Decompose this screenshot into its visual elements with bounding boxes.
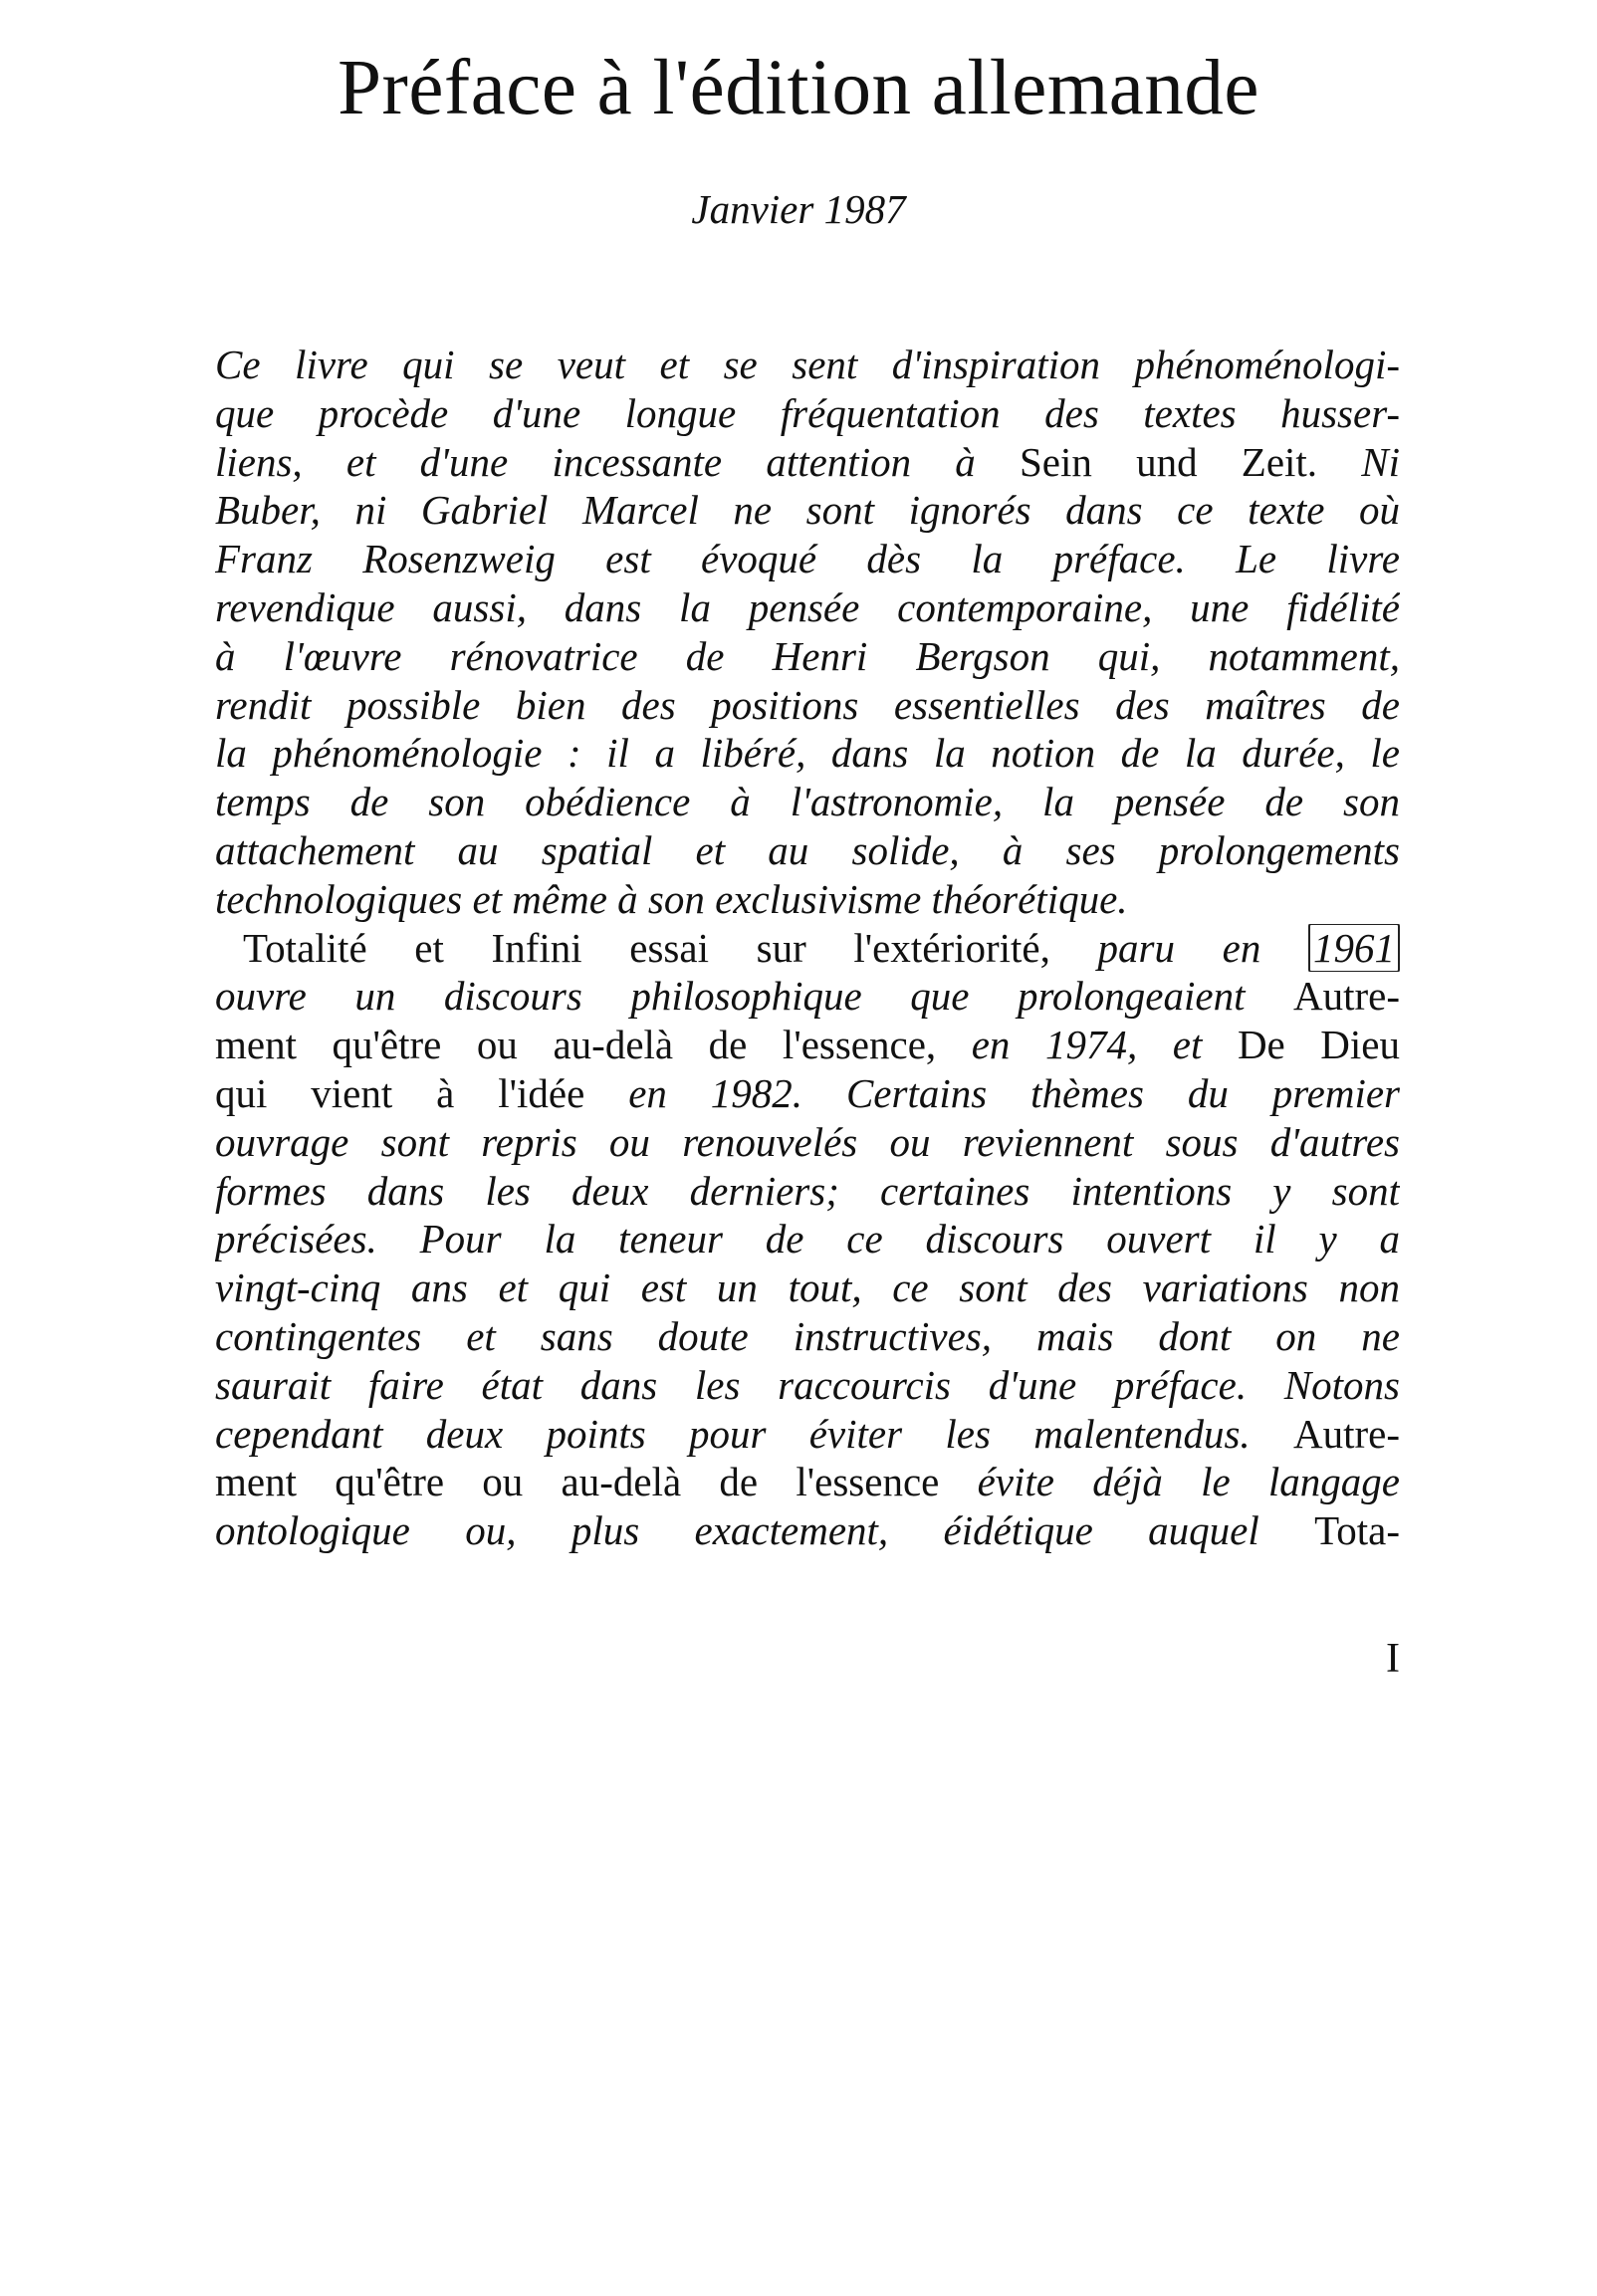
text-segment: Buber, ni Gabriel Marcel ne sont ignorés dans ce texte où: [215, 487, 1400, 534]
text-segment: ouvrage sont repris ou renouvelés ou reviennent sous d'autres: [215, 1118, 1400, 1165]
text-segment: contingentes et sans doute instructives, mais dont on ne: [215, 1312, 1400, 1359]
text-segment: précisées. Pour la teneur de ce discours ouvert il y a: [215, 1216, 1400, 1263]
body-text: [215, 341, 1400, 1555]
text-line: [215, 535, 1400, 583]
text-line: [215, 875, 1400, 924]
text-segment: en 1974, et: [971, 1022, 1238, 1068]
text-segment: Autre-: [1292, 973, 1400, 1020]
text-segment: vingt-cinq ans et qui est un tout, ce sont des variations non: [215, 1264, 1400, 1311]
text-segment: De Dieu: [1237, 1022, 1400, 1068]
text-segment: attachement au spatial et au solide, à ses prolongements: [215, 826, 1400, 873]
paragraph-2: [215, 924, 1400, 1555]
text-line: [215, 1410, 1400, 1459]
text-segment: Franz Rosenzweig est évoqué dès la préface. Le livre: [215, 536, 1400, 582]
text-segment: ment qu'être ou au-delà de l'essence: [215, 1459, 978, 1505]
text-line: [215, 438, 1400, 487]
text-segment: à l'œuvre rénovatrice de Henri Bergson qui, notamment,: [215, 632, 1400, 679]
text-line: [215, 729, 1400, 778]
text-segment: Totalité et Infini essai sur l'extériorité,: [243, 924, 1098, 971]
text-line: [215, 1021, 1400, 1069]
text-line: [215, 924, 1400, 973]
text-line: [215, 1167, 1400, 1216]
text-line: [215, 1506, 1400, 1555]
text-line: [215, 681, 1400, 730]
text-line: [215, 1361, 1400, 1410]
text-segment: cependant deux points pour éviter les malentendus.: [215, 1410, 1293, 1457]
text-segment: temps de son obédience à l'astronomie, la pensée de son: [215, 779, 1400, 825]
text-segment: saurait faire état dans les raccourcis d'une préface. Notons: [215, 1361, 1400, 1408]
text-line: [215, 778, 1400, 826]
text-line: [215, 389, 1400, 438]
text-line: [215, 1312, 1400, 1361]
text-segment: Tota-: [1314, 1507, 1400, 1554]
page-title: Préface à l'édition allemande: [338, 45, 1259, 131]
text-segment: en 1982. Certains thèmes du premier: [628, 1069, 1400, 1116]
boxed-year: 1961: [1308, 924, 1400, 973]
text-line: [215, 1118, 1400, 1167]
text-segment: revendique aussi, dans la pensée contemporaine, une fidélité: [215, 583, 1400, 630]
text-segment: évite déjà le langage: [977, 1459, 1400, 1505]
text-segment: ontologique ou, plus exactement, éidétique auquel: [215, 1507, 1315, 1554]
text-segment: la phénoménologie : il a libéré, dans la notion de la durée, le: [215, 730, 1400, 777]
text-segment: Sein und Zeit.: [1019, 438, 1318, 485]
text-line: [215, 341, 1400, 389]
text-segment: technologiques et même à son exclusivisme théorétique.: [215, 875, 1128, 922]
text-line: [215, 1458, 1400, 1506]
text-line: [215, 632, 1400, 681]
text-segment: que procède d'une longue fréquentation des textes husser-: [215, 389, 1400, 436]
page-number: I: [1386, 1636, 1400, 1682]
page-date: Janvier 1987: [691, 186, 906, 232]
text-segment: Ce livre qui se veut et se sent d'inspiration phénoménologi-: [215, 342, 1400, 387]
text-line: [215, 1215, 1400, 1263]
text-line: [215, 1069, 1400, 1118]
text-line: [215, 972, 1400, 1021]
text-segment: paru en: [1097, 924, 1309, 971]
text-segment: qui vient à l'idée: [215, 1069, 629, 1116]
text-segment: Ni: [1317, 438, 1400, 485]
text-segment: formes dans les deux derniers; certaines intentions y sont: [215, 1167, 1400, 1214]
text-line: [215, 826, 1400, 875]
text-segment: ment qu'être ou au-delà de l'essence,: [215, 1022, 972, 1068]
text-line: [215, 486, 1400, 535]
text-line: [215, 1263, 1400, 1312]
paragraph-1: [215, 341, 1400, 924]
text-segment: rendit possible bien des positions essentielles des maîtres de: [215, 681, 1400, 728]
text-segment: ouvre un discours philosophique que prolongeaient: [215, 973, 1293, 1020]
text-line: [215, 583, 1400, 632]
text-segment: liens, et d'une incessante attention à: [215, 438, 1020, 485]
text-segment: Autre-: [1292, 1410, 1400, 1457]
